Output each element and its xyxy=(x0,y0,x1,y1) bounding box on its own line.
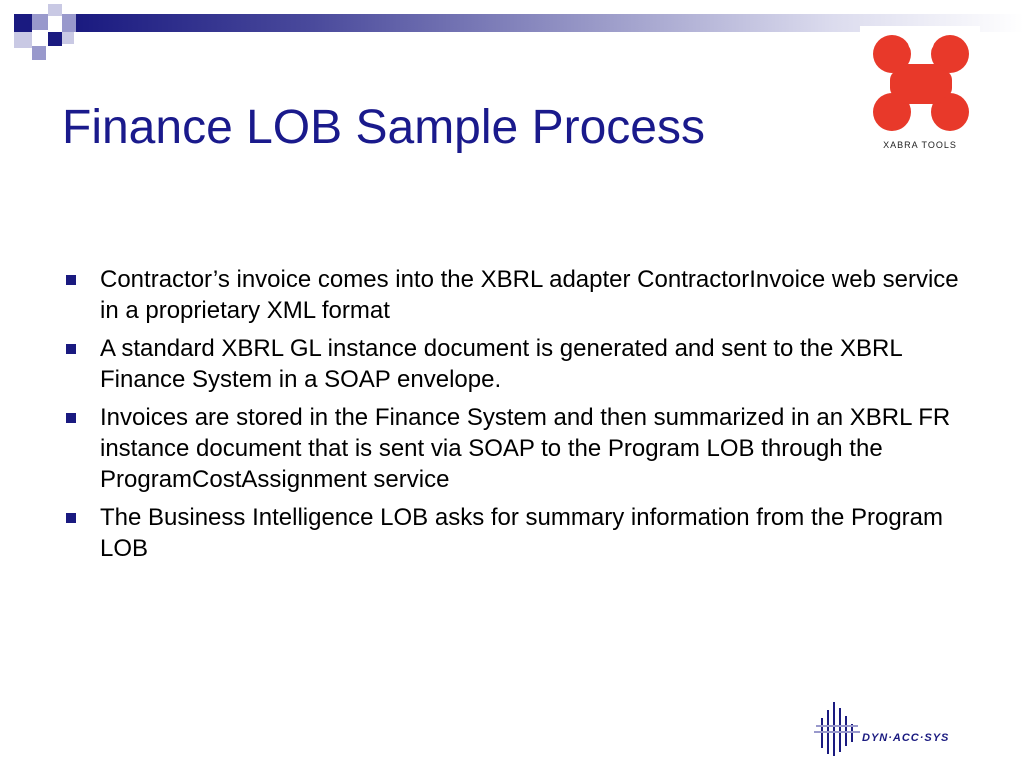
square-bullet-icon xyxy=(66,513,76,523)
corner-square xyxy=(48,32,62,46)
dynaccsys-logo xyxy=(812,698,972,758)
xabra-tools-logo xyxy=(860,26,980,156)
corner-square xyxy=(62,32,74,44)
bullet-item xyxy=(62,402,972,495)
bullet-text: A standard XBRL GL instance document is generated and sent to the XBRL Finance System in a SOAP envelope. xyxy=(100,335,902,393)
corner-square xyxy=(62,14,76,32)
corner-square xyxy=(32,14,48,30)
bullet-text: Contractor’s invoice comes into the XBRL adapter ContractorInvoice web service in a proprietary XML format xyxy=(100,266,959,324)
bullet-text: Invoices are stored in the Finance System and then summarized in an XBRL FR instance document that is sent via SOAP to the Program LOB through the ProgramCostAssignment service xyxy=(100,404,951,493)
bullet-item xyxy=(62,264,972,326)
bullet-text: The Business Intelligence LOB asks for summary information from the Program LOB xyxy=(100,504,943,562)
bullet-list xyxy=(62,264,972,571)
bullet-item xyxy=(62,502,972,564)
barcode-wave-icon xyxy=(812,698,862,758)
square-bullet-icon xyxy=(66,344,76,354)
corner-square xyxy=(14,14,32,32)
dynaccsys-logo-text: DYN·ACC·SYS xyxy=(862,732,950,744)
xabra-tools-logo-text: XABRA TOOLS xyxy=(883,140,957,150)
bullet-item xyxy=(62,333,972,395)
corner-square xyxy=(48,4,62,16)
square-bullet-icon xyxy=(66,413,76,423)
corner-square xyxy=(32,46,46,60)
corner-square xyxy=(14,32,32,48)
slide-title: Finance LOB Sample Process xyxy=(62,101,705,154)
square-bullet-icon xyxy=(66,275,76,285)
x-logo-icon xyxy=(860,26,980,138)
